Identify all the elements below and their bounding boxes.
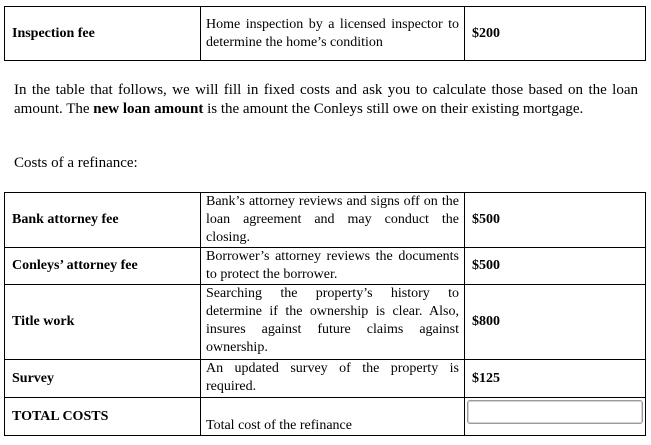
fee-name: Inspection fee bbox=[5, 7, 201, 61]
intro-bold-term: new loan amount bbox=[93, 101, 204, 117]
fee-name: Conleys’ attorney fee bbox=[5, 248, 201, 285]
total-label: TOTAL COSTS bbox=[5, 398, 201, 436]
table-row bbox=[5, 285, 646, 360]
fee-name: Survey bbox=[5, 360, 201, 398]
fee-amount: $800 bbox=[465, 285, 646, 360]
fee-amount: $500 bbox=[465, 193, 646, 248]
refinance-costs-table bbox=[4, 192, 646, 436]
table-row bbox=[5, 7, 646, 61]
fee-name: Bank attorney fee bbox=[5, 193, 201, 248]
fee-amount: $200 bbox=[465, 7, 646, 61]
fee-description: Home inspection by a licensed inspector to determine the home’s condition bbox=[201, 7, 465, 61]
fee-description: An updated survey of the property is required. bbox=[201, 360, 465, 398]
inspection-fee-table bbox=[4, 6, 646, 61]
total-cost-input[interactable] bbox=[467, 400, 643, 424]
table-row bbox=[5, 360, 646, 398]
intro-text-1: In the table that follows, we will fill in fixed costs and ask you to calculate those based on the loan amount. The bbox=[14, 82, 638, 117]
fee-description: Bank’s attorney reviews and signs off on the loan agreement and may conduct the closing. bbox=[201, 193, 465, 248]
total-description: Total cost of the refinance bbox=[201, 398, 465, 436]
fee-description: Borrower’s attorney reviews the documents to protect the borrower. bbox=[201, 248, 465, 285]
fee-amount: $125 bbox=[465, 360, 646, 398]
section-heading: Costs of a refinance: bbox=[14, 155, 138, 171]
intro-paragraph bbox=[14, 81, 638, 119]
table-row bbox=[5, 193, 646, 248]
fee-name: Title work bbox=[5, 285, 201, 360]
table-row bbox=[5, 248, 646, 285]
total-row bbox=[5, 398, 646, 436]
fee-description: Searching the property’s history to determine if the ownership is clear. Also, insures against future claims against ownership. bbox=[201, 285, 465, 360]
fee-amount: $500 bbox=[465, 248, 646, 285]
intro-text-2: is the amount the Conleys still owe on their existing mortgage. bbox=[203, 101, 584, 117]
total-answer-cell bbox=[465, 398, 646, 436]
